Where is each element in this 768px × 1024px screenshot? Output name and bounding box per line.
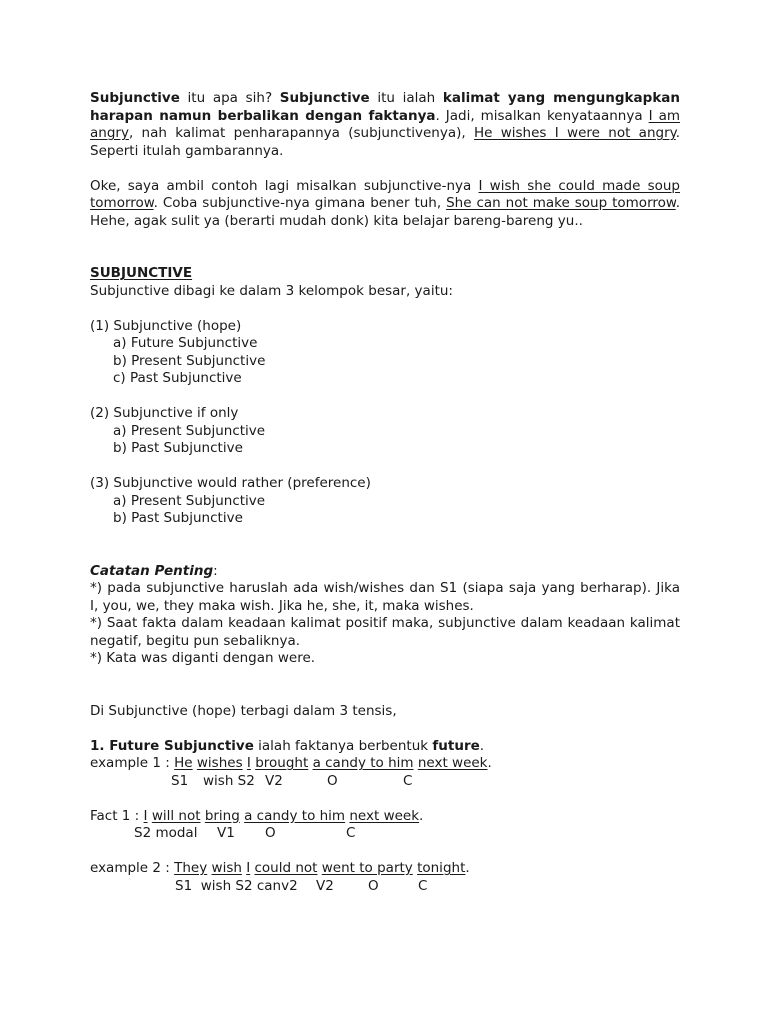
notes-heading: Catatan Penting: [90,562,218,579]
list-item: a) Present Subjunctive [113,422,266,439]
grammar-tag: C [418,877,428,894]
example-1-grammar-tags [90,773,680,791]
list-item: b) Present Subjunctive [113,352,266,369]
grammar-tag: O [368,877,379,894]
example-2-grammar-tags [90,878,680,896]
grammar-tag: V2 [265,772,283,789]
example-2-sentence: example 2 : They wish I could not went to party tonight. [90,860,470,876]
list-item: a) Present Subjunctive [113,492,266,509]
example-paragraph: Oke, saya ambil contoh lagi misalkan subjunctive-nya I wish she could made soup tomorrow. Coba subjunctive-nya gimana bener tuh, She can not make soup tomorrow. Hehe, agak sulit ya (berarti mudah donk) kita belajar bareng-bareng yu.. [90,177,680,229]
note-item: *) pada subjunctive haruslah ada wish/wishes dan S1 (siapa saja yang berharap). Jika I, you, we, they maka wish. Jika he, she, it, maka wishes. [90,580,680,614]
grammar-tag: S1 [171,772,189,789]
note-item: *) Saat fakta dalam keadaan kalimat positif maka, subjunctive dalam keadaan kalimat negatif, begitu pun sebaliknya. [90,615,680,649]
fact-1-grammar-tags [90,825,680,843]
list-item: b) Past Subjunctive [113,510,243,526]
grammar-tag: S2 modal [134,825,198,841]
section-intro: Subjunctive dibagi ke dalam 3 kelompok besar, yaitu: [90,282,453,299]
grammar-tag: wish S2 [203,772,255,789]
grammar-tag: V2 [316,877,334,894]
grammar-tag: C [403,772,413,789]
grammar-tag: S1 wish S2 canv2 [175,877,298,894]
group-title: (3) Subjunctive would rather (preference) [90,475,371,491]
fact-1-sentence: Fact 1 : I will not bring a candy to him next week. [90,807,424,824]
grammar-tag: O [265,825,276,841]
example-1-sentence: example 1 : He wishes I brought a candy to him next week. [90,755,492,771]
group-title: (2) Subjunctive if only [90,405,239,421]
future-heading: 1. Future Subjunctive ialah faktanya berbentuk future. [90,737,485,754]
section-heading: SUBJUNCTIVE [90,265,193,281]
hope-intro: Di Subjunctive (hope) terbagi dalam 3 tensis, [90,702,397,719]
list-item: b) Past Subjunctive [113,440,243,456]
note-item: *) Kata was diganti dengan were. [90,650,316,666]
grammar-tag: V1 [217,825,235,841]
document-page [90,90,680,895]
list-item: c) Past Subjunctive [113,370,242,386]
grammar-tag: C [346,825,356,841]
intro-paragraph: Subjunctive itu apa sih? Subjunctive itu ialah kalimat yang mengungkapkan harapan namun berbalikan dengan faktanya. Jadi, misalkan kenyataannya I am angry, nah kalimat penharapannya (subjunctivenya), He wishes I were not angry. Seperti itulah gambarannya. [90,90,681,159]
group-title: (1) Subjunctive (hope) [90,317,242,334]
list-item: a) Future Subjunctive [113,335,258,351]
grammar-tag: O [327,772,338,789]
